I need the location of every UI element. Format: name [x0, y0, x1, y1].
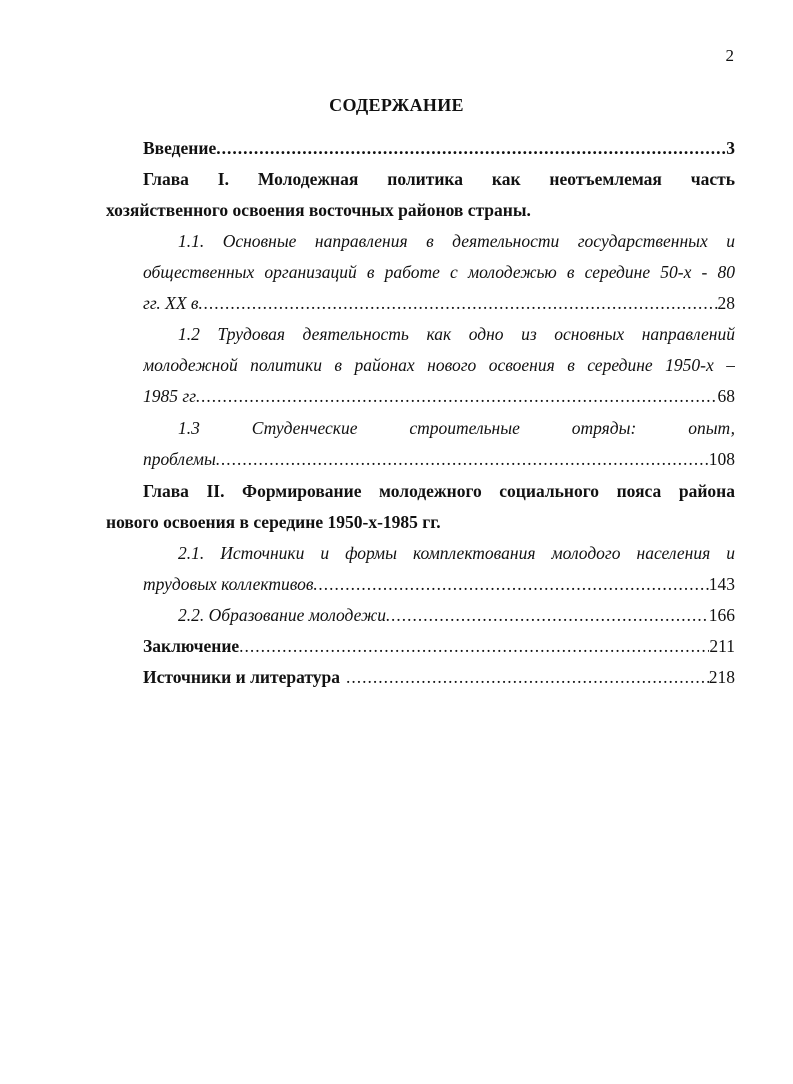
page-number: 2: [725, 46, 734, 65]
toc-leader-dots: [386, 604, 709, 626]
toc-leader-dots: [313, 573, 708, 595]
toc-entry-page: 108: [708, 449, 735, 469]
toc-section-1-3-line-1[interactable]: 1.3 Студенческие строительные отряды: опыт,: [178, 418, 735, 438]
toc-entry-page: 68: [717, 386, 735, 406]
toc-entry-page: 211: [709, 636, 735, 656]
page-title: СОДЕРЖАНИЕ: [329, 95, 464, 115]
toc-leader-dots: [199, 292, 718, 314]
toc-section-1-2-line-2[interactable]: молодежной политики в районах нового освоения в середине 1950-х –: [143, 355, 735, 375]
toc-leader-dots: [216, 448, 709, 470]
toc-entry-label: Заключение: [143, 636, 240, 656]
toc-leader-dots: [216, 137, 726, 159]
toc-entry-label: 1985 гг: [143, 386, 197, 406]
toc-entry-sources[interactable]: [143, 666, 735, 688]
toc-chapter-1-line-1[interactable]: Глава I. Молодежная политика как неотъемлемая часть: [143, 169, 735, 189]
toc-entry-page: 218: [708, 667, 735, 687]
toc-entry-label: 2.2. Образование молодежи: [178, 605, 386, 625]
toc-section-2-1-line-2[interactable]: [143, 573, 735, 595]
toc-section-1-3-line-2[interactable]: [143, 448, 735, 470]
toc-leader-dots: [340, 666, 709, 688]
toc-section-1-1-line-1[interactable]: 1.1. Основные направления в деятельности государственных и: [178, 231, 735, 251]
toc-chapter-1-line-2[interactable]: хозяйственного освоения восточных районов страны.: [106, 200, 531, 220]
toc-section-1-1-line-3[interactable]: [143, 292, 735, 314]
toc-section-1-1-line-2[interactable]: общественных организаций в работе с молодежью в середине 50-х - 80: [143, 262, 735, 282]
toc-entry-intro[interactable]: [143, 137, 735, 159]
toc-section-1-2-line-1[interactable]: 1.2 Трудовая деятельность как одно из основных направлений: [178, 324, 735, 344]
toc-entry-label: трудовых коллективов: [143, 574, 314, 594]
toc-section-2-2[interactable]: [178, 604, 735, 626]
toc-entry-page: 3: [726, 138, 735, 158]
toc-entry-page: 143: [708, 574, 735, 594]
toc-chapter-2-line-2[interactable]: нового освоения в середине 1950-х-1985 гг.: [106, 512, 441, 532]
toc-section-1-2-line-3[interactable]: [143, 385, 735, 407]
toc-entry-conclusion[interactable]: [143, 635, 735, 657]
toc-entry-label: проблемы: [143, 449, 216, 469]
toc-entry-page: 166: [708, 605, 735, 625]
toc-section-2-1-line-1[interactable]: 2.1. Источники и формы комплектования молодого населения и: [178, 543, 735, 563]
toc-chapter-2-line-1[interactable]: Глава II. Формирование молодежного социального пояса района: [143, 481, 735, 501]
toc-leader-dots: [239, 635, 709, 657]
toc-entry-label: Введение: [143, 138, 217, 158]
toc-entry-label: гг. XX в: [143, 293, 199, 313]
toc-entry-label: Источники и литература: [143, 667, 340, 687]
toc-leader-dots: [196, 385, 717, 407]
toc-entry-page: 28: [717, 293, 735, 313]
